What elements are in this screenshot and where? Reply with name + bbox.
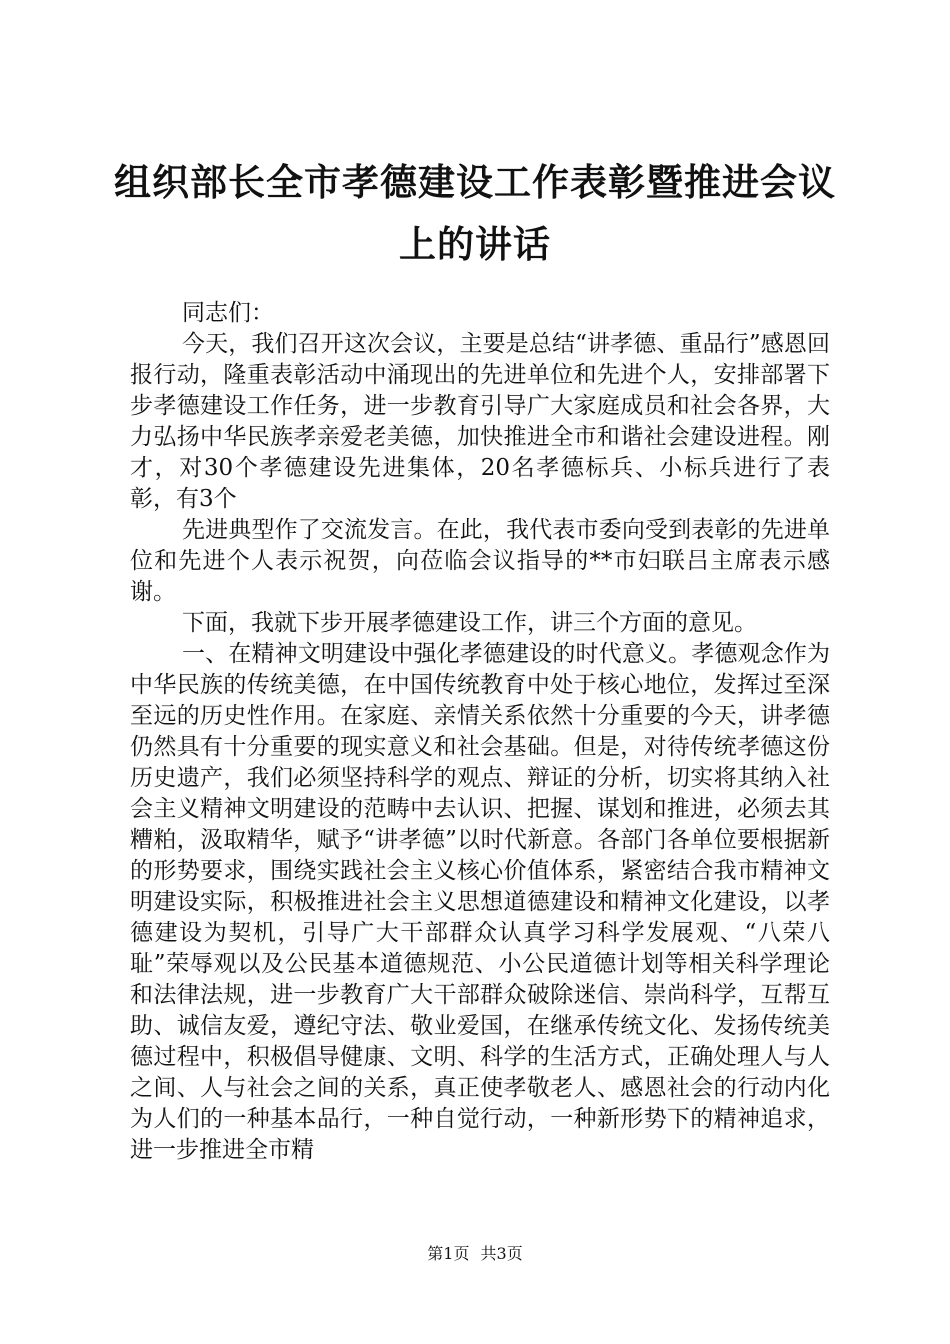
body-paragraph: 今天，我们召开这次会议，主要是总结“讲孝德、重品行”感恩回报行动，隆重表彰活动中涌现出的先进单位和先进个人，安排部署下步孝德建设工作任务，进一步教育引导广大家庭成员和社会各界，大力弘扬中华民族孝亲爱老美德，加快推进全市和谐社会建设进程。刚才，对30个孝德建设先进集体，20名孝德标兵、小标兵进行了表彰，有3个 [130, 331, 830, 512]
body-paragraph: 先进典型作了交流发言。在此，我代表市委向受到表彰的先进单位和先进个人表示祝贺，向莅临会议指导的**市妇联吕主席表示感谢。 [130, 517, 830, 605]
body-paragraph: 一、在精神文明建设中强化孝德建设的时代意义。孝德观念作为中华民族的传统美德，在中国传统教育中处于核心地位，发挥过至深至远的历史性作用。在家庭、亲情关系依然十分重要的今天，讲孝德仍然具有十分重要的现实意义和社会基础。但是，对待传统孝德这份历史遗产，我们必须坚持科学的观点、辩证的分析，切实将其纳入社会主义精神文明建设的范畴中去认识、把握、谋划和推进，必须去其糟粕，汲取精华，赋予“讲孝德”以时代新意。各部门各单位要根据新的形势要求，围绕实践社会主义核心价值体系，紧密结合我市精神文明建设实际，积极推进社会主义思想道德建设和精神文化建设，以孝德建设为契机，引导广大干部群众认真学习科学发展观、“八荣八耻”荣辱观以及公民基本道德规范、小公民道德计划等相关科学理论和法律法规，进一步教育广大干部群众破除迷信、崇尚科学，互帮互助、诚信友爱，遵纪守法、敬业爱国，在继承传统文化、发扬传统美德过程中，积极倡导健康、文明、科学的生活方式，正确处理人与人之间、人与社会之间的关系，真正使孝敬老人、感恩社会的行动内化为人们的一种基本品行，一种自觉行动，一种新形势下的精神追求，进一步推进全市精 [130, 641, 830, 1163]
document-title: 组织部长全市孝德建设工作表彰暨推进会议上的讲话 [114, 161, 836, 266]
document-body [130, 298, 830, 1166]
page-footer [0, 1244, 950, 1264]
page-total: 共3页 [480, 1244, 523, 1263]
page-number: 第1页 [427, 1244, 470, 1263]
body-paragraph: 下面，我就下步开展孝德建设工作，讲三个方面的意见。 [182, 610, 757, 636]
salutation-paragraph: 同志们： [182, 300, 274, 326]
